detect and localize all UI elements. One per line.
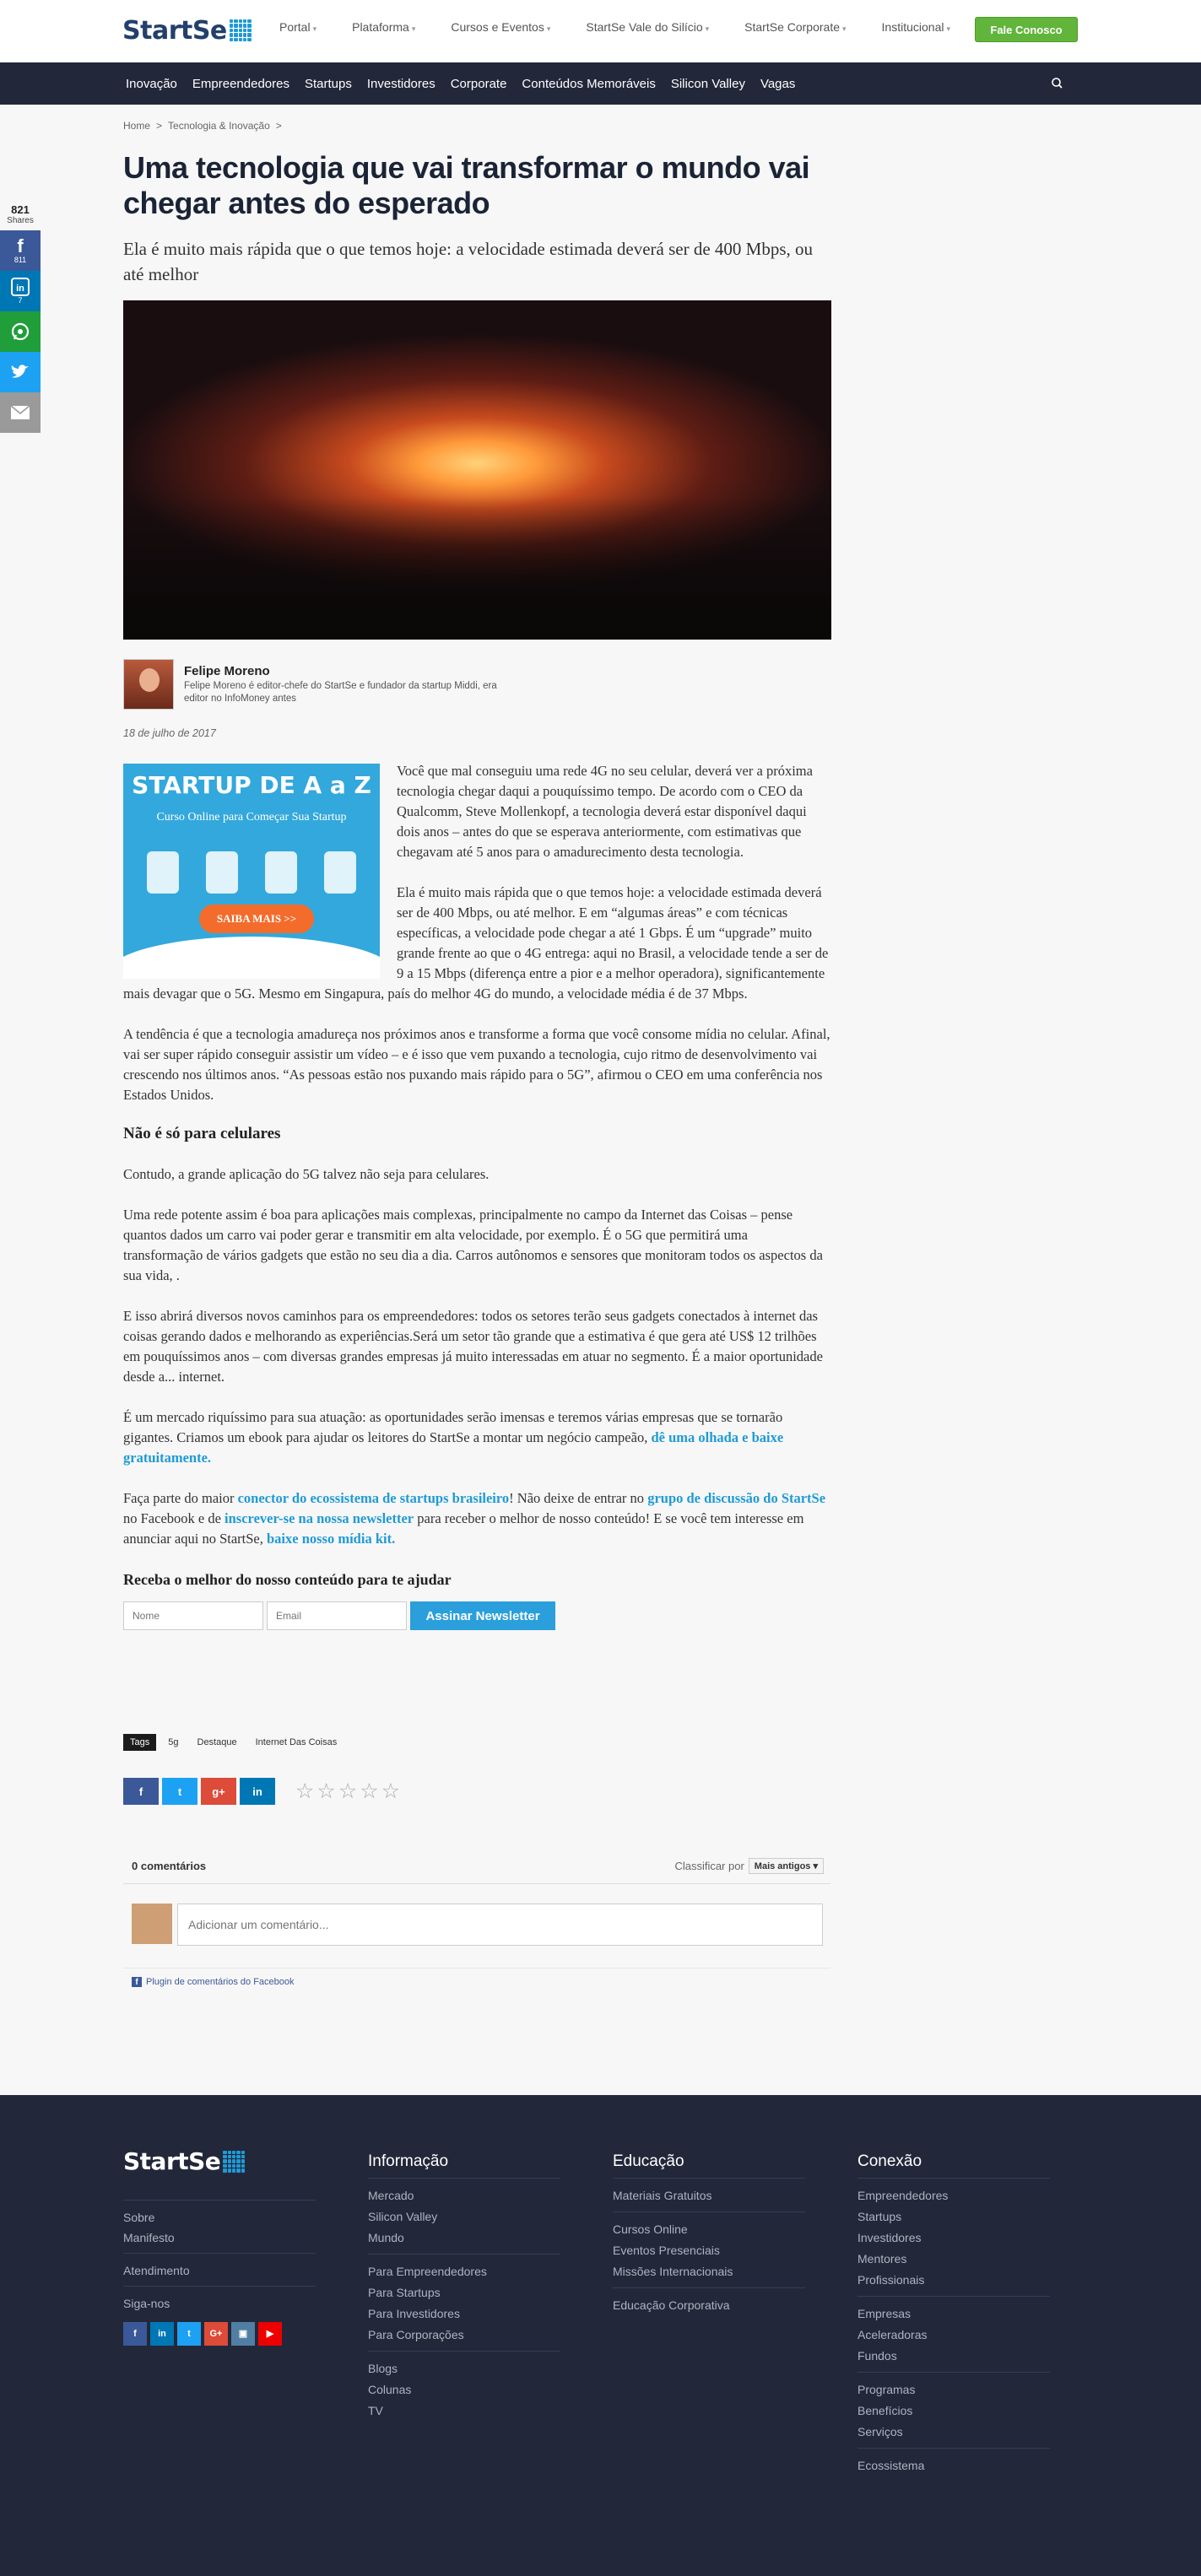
share-count: 821 <box>11 203 30 216</box>
nav-corporate[interactable]: StartSe Corporate ▾ <box>744 20 847 34</box>
publish-date: 18 de julho de 2017 <box>123 727 216 739</box>
share-bar <box>0 204 41 433</box>
divider <box>123 1883 830 1884</box>
main-nav-vagas[interactable]: Vagas <box>760 76 796 91</box>
comments-sort: Classificar por Mais antigos ▾ <box>674 1858 824 1874</box>
comment-input[interactable] <box>177 1904 823 1946</box>
footer-col-informacao <box>368 2152 560 2422</box>
main-nav-silicon-valley[interactable]: Silicon Valley <box>670 76 745 91</box>
paragraph: Faça parte do maior conector do ecossistema de startups brasileiro! Não deixe de entrar no grupo de discussão do StartSe no Facebook e de inscrever-se na nossa newsletter para receber o melhor de nosso conteúdo! E se você tem interesse em anunciar aqui no StartSe, baixe nosso mídia kit. <box>123 1490 826 1547</box>
author-avatar[interactable] <box>123 659 174 710</box>
footer-col-conexao <box>857 2152 1050 2476</box>
breadcrumb-section[interactable]: Tecnologia & Inovação <box>168 120 270 132</box>
paragraph: É um mercado riquíssimo para sua atuação: as oportunidades serão imensas e teremos várias empresas que se tornarão gigantes. Criamos um ebook para ajudar os leitores do StartSe a montar um negócio campeão, dê uma olhada e baixe gratuitamente. <box>123 1409 784 1466</box>
share-whatsapp-button[interactable] <box>0 311 41 352</box>
twitter-icon <box>10 364 30 381</box>
nav-institucional[interactable]: Institucional ▾ <box>881 20 951 34</box>
article-body <box>123 761 830 1630</box>
tools-icon <box>265 851 297 894</box>
paragraph: Contudo, a grande aplicação do 5G talvez não seja para celulares. <box>123 1166 490 1182</box>
footer-link[interactable]: Profissionais <box>857 2273 925 2287</box>
star-rating[interactable]: ☆☆☆☆☆ <box>295 1779 403 1803</box>
footer-link[interactable]: Startups <box>857 2210 902 2223</box>
chevron-down-icon: ▾ <box>705 24 710 33</box>
footer-link[interactable]: TV <box>368 2404 383 2417</box>
twitter-icon[interactable]: t <box>162 1778 197 1805</box>
newsletter-form <box>123 1601 830 1630</box>
share-linkedin-button[interactable]: in 7 <box>0 271 41 311</box>
footer-link[interactable]: Materiais Gratuitos <box>613 2189 712 2202</box>
newsletter-link[interactable]: inscrever-se na nossa newsletter <box>225 1510 414 1526</box>
breadcrumb: Home > Tecnologia & Inovação > <box>123 120 282 132</box>
footer-link[interactable]: Empresas <box>857 2307 912 2320</box>
facebook-icon[interactable]: f <box>123 1778 159 1805</box>
footer-link[interactable]: Colunas <box>368 2383 412 2396</box>
tags <box>123 1734 344 1751</box>
footer-heading: Informação <box>368 2152 449 2170</box>
ad-title: STARTUP DE A a Z <box>132 771 371 799</box>
share-twitter-button[interactable] <box>0 352 41 392</box>
facebook-comments-plugin-link[interactable]: f Plugin de comentários do Facebook <box>132 1977 295 1987</box>
nav-cursos-eventos[interactable]: Cursos e Eventos ▾ <box>451 20 551 34</box>
footer-link[interactable]: Educação Corporativa <box>613 2298 730 2312</box>
comments-sort-select[interactable]: Mais antigos ▾ <box>749 1858 824 1874</box>
paragraph: E isso abrirá diversos novos caminhos para os empreendedores: todos os setores terão seus gadgets conectados à internet das coisas gerando dados e melhorando as experiências.Será um setor tão grande que a estimativa é que gera até US$ 12 trilhões em pouquíssimos anos – com diversas grandes empresas já muito interessadas em atuar no segmento. É a maior oportunidade desde a... internet. <box>123 1308 823 1385</box>
ecosystem-link[interactable]: conector do ecossistema de startups brasileiro <box>237 1490 510 1506</box>
chevron-down-icon: ▾ <box>842 24 847 33</box>
tag-item[interactable]: 5g <box>168 1737 179 1747</box>
chevron-down-icon: ▾ <box>411 24 416 33</box>
main-nav-investidores[interactable]: Investidores <box>366 76 435 91</box>
discussion-group-link[interactable]: grupo de discussão do StartSe <box>647 1490 826 1506</box>
twitter-icon[interactable]: t <box>177 2322 201 2346</box>
ad-saiba-mais-button[interactable]: SAIBA MAIS >> <box>199 905 314 933</box>
footer-col-about <box>123 2195 316 2346</box>
newsletter-name-input[interactable] <box>123 1601 263 1630</box>
logo-text: StartSe <box>122 15 227 46</box>
nav-plataforma[interactable]: Plataforma ▾ <box>352 20 416 34</box>
logo-dots-icon <box>230 19 252 41</box>
footer-link[interactable]: Para Empreendedores <box>368 2265 487 2278</box>
footer-link[interactable]: Mundo <box>368 2231 404 2244</box>
share-email-button[interactable] <box>0 392 41 433</box>
author-bio: Felipe Moreno é editor-chefe do StartSe e fundador da startup Middi, era editor no InfoMoney antes <box>184 681 497 704</box>
ebook-link[interactable]: dê uma olhada e baixe gratuitamente. <box>123 1429 784 1466</box>
course-ad-banner[interactable] <box>123 764 380 979</box>
idea-icon <box>147 851 179 894</box>
footer-link[interactable]: Silicon Valley <box>368 2210 438 2223</box>
main-nav-conteudos[interactable]: Conteúdos Memoráveis <box>522 76 656 91</box>
footer-link-manifesto[interactable]: Manifesto <box>123 2231 175 2244</box>
footer-link-sobre[interactable]: Sobre <box>123 2211 155 2224</box>
contact-button[interactable]: Fale Conosco <box>975 17 1078 42</box>
chevron-down-icon: ▾ <box>946 24 951 33</box>
footer-link[interactable]: Eventos Presenciais <box>613 2244 720 2257</box>
footer-link[interactable]: Para Corporações <box>368 2328 464 2341</box>
linkedin-icon[interactable]: in <box>240 1778 275 1805</box>
paragraph: Você que mal conseguiu uma rede 4G no seu celular, deverá ver a próxima tecnologia chegar daqui a pouquíssimo tempo. De acordo com o CEO da Qualcomm, Steve Mollenkopf, a tecnologia deverá estar disponível daqui dois anos – antes do que se esperava anteriormente, com estimativas que chegavam até 5 anos para o amadurecimento desta tecnologia. <box>397 763 813 860</box>
footer-link[interactable]: Blogs <box>368 2362 398 2375</box>
ad-illustration <box>147 838 356 894</box>
nav-vale-silicio[interactable]: StartSe Vale do Silício ▾ <box>586 20 710 34</box>
footer <box>0 2095 1201 2576</box>
section-heading: Não é só para celulares <box>123 1125 281 1142</box>
avatar <box>132 1904 172 1944</box>
search-icon[interactable] <box>1050 76 1065 91</box>
chevron-down-icon: ▾ <box>546 24 551 33</box>
footer-link[interactable]: Serviços <box>857 2425 903 2438</box>
footer-link[interactable]: Mentores <box>857 2252 907 2265</box>
youtube-icon[interactable]: ▶ <box>258 2322 282 2346</box>
footer-link[interactable]: Empreendedores <box>857 2189 949 2202</box>
footer-link[interactable]: Benefícios <box>857 2404 913 2417</box>
share-facebook-button[interactable]: f 811 <box>0 230 41 271</box>
footer-socials <box>123 2322 316 2346</box>
logo-dots-icon <box>223 2151 245 2173</box>
comments-count: 0 comentários <box>132 1860 207 1872</box>
main-nav-inovacao[interactable]: Inovação <box>126 76 177 91</box>
svg-text:in: in <box>16 284 24 294</box>
facebook-icon[interactable]: f <box>123 2322 147 2346</box>
facebook-icon: f <box>132 1977 142 1987</box>
social-share-row <box>123 1778 275 1805</box>
breadcrumb-home[interactable]: Home <box>123 120 151 132</box>
main-nav-empreendedores[interactable]: Empreendedores <box>192 76 289 91</box>
google-plus-icon[interactable]: g+ <box>201 1778 236 1805</box>
footer-link[interactable]: Investidores <box>857 2231 922 2244</box>
top-bar <box>0 0 1201 62</box>
author-name[interactable]: Felipe Moreno <box>184 664 270 678</box>
chevron-down-icon: ▾ <box>312 24 317 33</box>
ad-cloud <box>123 937 380 979</box>
facebook-icon: f <box>17 235 24 257</box>
page-title: Uma tecnologia que vai transformar o mundo vai chegar antes do esperado <box>123 150 810 220</box>
footer-link[interactable]: Fundos <box>857 2349 897 2363</box>
article-subtitle: Ela é muito mais rápida que o que temos hoje: a velocidade estimada deverá ser de 400 Mbps, ou até melhor <box>123 239 814 284</box>
tag-item[interactable]: Internet Das Coisas <box>255 1737 338 1747</box>
main-nav-startups[interactable]: Startups <box>304 76 352 91</box>
footer-link[interactable]: Cursos Online <box>613 2222 688 2236</box>
author-box <box>123 659 714 713</box>
newsletter-subscribe-button[interactable]: Assinar Newsletter <box>410 1601 555 1630</box>
share-label: Shares <box>7 216 34 225</box>
newsletter-cta: Receba o melhor do nosso conteúdo para te ajudar <box>123 1571 452 1588</box>
newsletter-email-input[interactable] <box>267 1601 407 1630</box>
linkedin-icon[interactable]: in <box>150 2322 174 2346</box>
tag-item[interactable]: Destaque <box>197 1737 237 1747</box>
footer-col-educacao <box>613 2152 805 2316</box>
footer-link[interactable]: Ecossistema <box>857 2459 925 2472</box>
paragraph: Ela é muito mais rápida que o que temos hoje: a velocidade estimada deverá ser de 400 Mbps, ou até melhor. E em “algumas áreas” e com técnicas específicas, a velocidade pode chegar a até 1 Gbps. É um “upgrade” muito grande frente ao que o 4G entrega: aqui no Brasil, a velocidade tende a ser de 9 a 15 Mbps (diferença entre a pior e a melhor operadora), significantemente mais devagar que o 5G. Mesmo em Singapura, país do melhor 4G do mundo, a velocidade média é de 37 Mbps. <box>123 884 829 1002</box>
whatsapp-icon <box>10 321 30 342</box>
footer-link-atendimento[interactable]: Atendimento <box>123 2264 190 2277</box>
paragraph: Uma rede potente assim é boa para aplicações mais complexas, principalmente no campo da Internet das Coisas – pense quantos dados um carro vai poder gerar e transmitir em alta velocidade, por exemplo. É o 5G que permitirá uma transformação de vários gadgets que estão no seu dia a dia. Carros autônomos e sensores que monitoram todos os aspectos da sua vida, . <box>123 1207 823 1283</box>
footer-heading: Educação <box>613 2152 684 2170</box>
footer-link[interactable]: Para Investidores <box>368 2307 460 2320</box>
footer-link[interactable]: Aceleradoras <box>857 2328 928 2341</box>
footer-link[interactable]: Para Startups <box>368 2286 441 2299</box>
paragraph: A tendência é que a tecnologia amadureça nos próximos anos e transforme a forma que você consome mídia no celular. Afinal, vai ser super rápido conseguir assistir um vídeo – e é isso que vem puxando a tecnologia, cujo ritmo de desenvolvimento vai crescendo nos últimos anos. “As pessoas estão nos puxando mais rápido para o 5G”, afirmou o CEO em uma conferência nos Estados Unidos. <box>123 1026 830 1103</box>
startse-logo[interactable] <box>122 12 252 49</box>
chart-icon <box>206 851 238 894</box>
ad-subtitle: Curso Online para Começar Sua Startup <box>156 811 347 824</box>
top-nav <box>279 20 986 34</box>
instagram-icon[interactable]: ▣ <box>231 2322 255 2346</box>
footer-link[interactable]: Mercado <box>368 2189 414 2202</box>
footer-follow-label: Siga-nos <box>123 2297 170 2310</box>
linkedin-icon <box>11 278 30 296</box>
hero-image <box>123 300 831 640</box>
footer-link[interactable]: Missões Internacionais <box>613 2265 733 2278</box>
email-icon <box>10 405 30 420</box>
google-plus-icon[interactable]: G+ <box>204 2322 228 2346</box>
main-nav-corporate[interactable]: Corporate <box>450 76 507 91</box>
footer-logo[interactable]: StartSe <box>123 2147 245 2175</box>
tags-label: Tags <box>123 1734 156 1751</box>
footer-heading: Conexão <box>857 2152 922 2170</box>
main-nav <box>0 62 1201 105</box>
footer-link[interactable]: Programas <box>857 2383 916 2396</box>
nav-portal[interactable]: Portal ▾ <box>279 20 317 34</box>
rocket-icon <box>324 851 356 894</box>
media-kit-link[interactable]: baixe nosso mídia kit. <box>267 1531 396 1547</box>
